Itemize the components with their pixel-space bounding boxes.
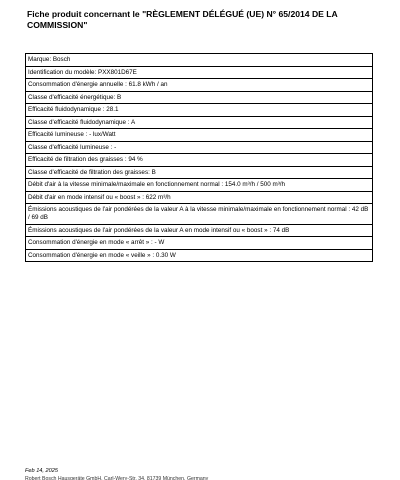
table-row: [26, 66, 373, 79]
spec-noise-normal: Émissions acoustiques de l'air pondérées de la valeur A à la vitesse minimale/maximale en fonctionnement normal : 42 dB / 69 dB: [26, 204, 373, 225]
table-row: [26, 79, 373, 92]
table-row: [26, 154, 373, 167]
spec-power-off: Consommation d'énergie en mode « arrêt » : - W: [26, 237, 373, 250]
table-row: [26, 191, 373, 204]
spec-annual-energy: Consommation d'énergie annuelle : 61.8 kWh / an: [26, 79, 373, 92]
table-row: [26, 129, 373, 142]
table-row: [26, 179, 373, 192]
spec-model: Identification du modèle: PXX801D67E: [26, 66, 373, 79]
spec-airflow-normal: Débit d'air à la vitesse minimale/maximale en fonctionnement normal : 154.0 m³/h / 500 m³/h: [26, 179, 373, 192]
spec-light-class: Classe d'efficacité lumineuse : -: [26, 141, 373, 154]
table-row: [26, 141, 373, 154]
table-row: [26, 237, 373, 250]
table-row: [26, 224, 373, 237]
spec-table: [25, 53, 373, 262]
table-row: [26, 104, 373, 117]
spec-fluid-class: Classe d'efficacité fluidodynamique : A: [26, 116, 373, 129]
spec-grease-efficiency: Efficacité de filtration des graisses : 94 %: [26, 154, 373, 167]
spec-noise-boost: Émissions acoustiques de l'air pondérées de la valeur A en mode intensif ou « boost » : 74 dB: [26, 224, 373, 237]
spec-fluid-efficiency: Efficacité fluidodynamique : 28.1: [26, 104, 373, 117]
spec-grease-class: Classe d'efficacité de filtration des graisses: B: [26, 166, 373, 179]
table-row: [26, 116, 373, 129]
table-row: [26, 91, 373, 104]
table-row: [26, 249, 373, 262]
table-row: [26, 54, 373, 67]
document-title: Fiche produit concernant le "RÈGLEMENT DÉLÉGUÉ (UE) N° 65/2014 DE LA COMMISSION": [27, 9, 338, 30]
footer-date: Feb 14, 2025: [25, 468, 58, 474]
footer-address: Robert Bosch Hausgeräte GmbH, Carl-Wery-Str. 34, 81739 München, Germany: [25, 476, 209, 480]
spec-brand: Marque: Bosch: [26, 54, 373, 67]
table-row: [26, 166, 373, 179]
spec-light-efficiency: Efficacité lumineuse : - lux/Watt: [26, 129, 373, 142]
spec-power-standby: Consommation d'énergie en mode « veille » : 0.30 W: [26, 249, 373, 262]
table-row: [26, 204, 373, 225]
spec-airflow-boost: Débit d'air en mode intensif ou « boost » : 622 m³/h: [26, 191, 373, 204]
spec-energy-class: Classe d'efficacité énergétique: B: [26, 91, 373, 104]
